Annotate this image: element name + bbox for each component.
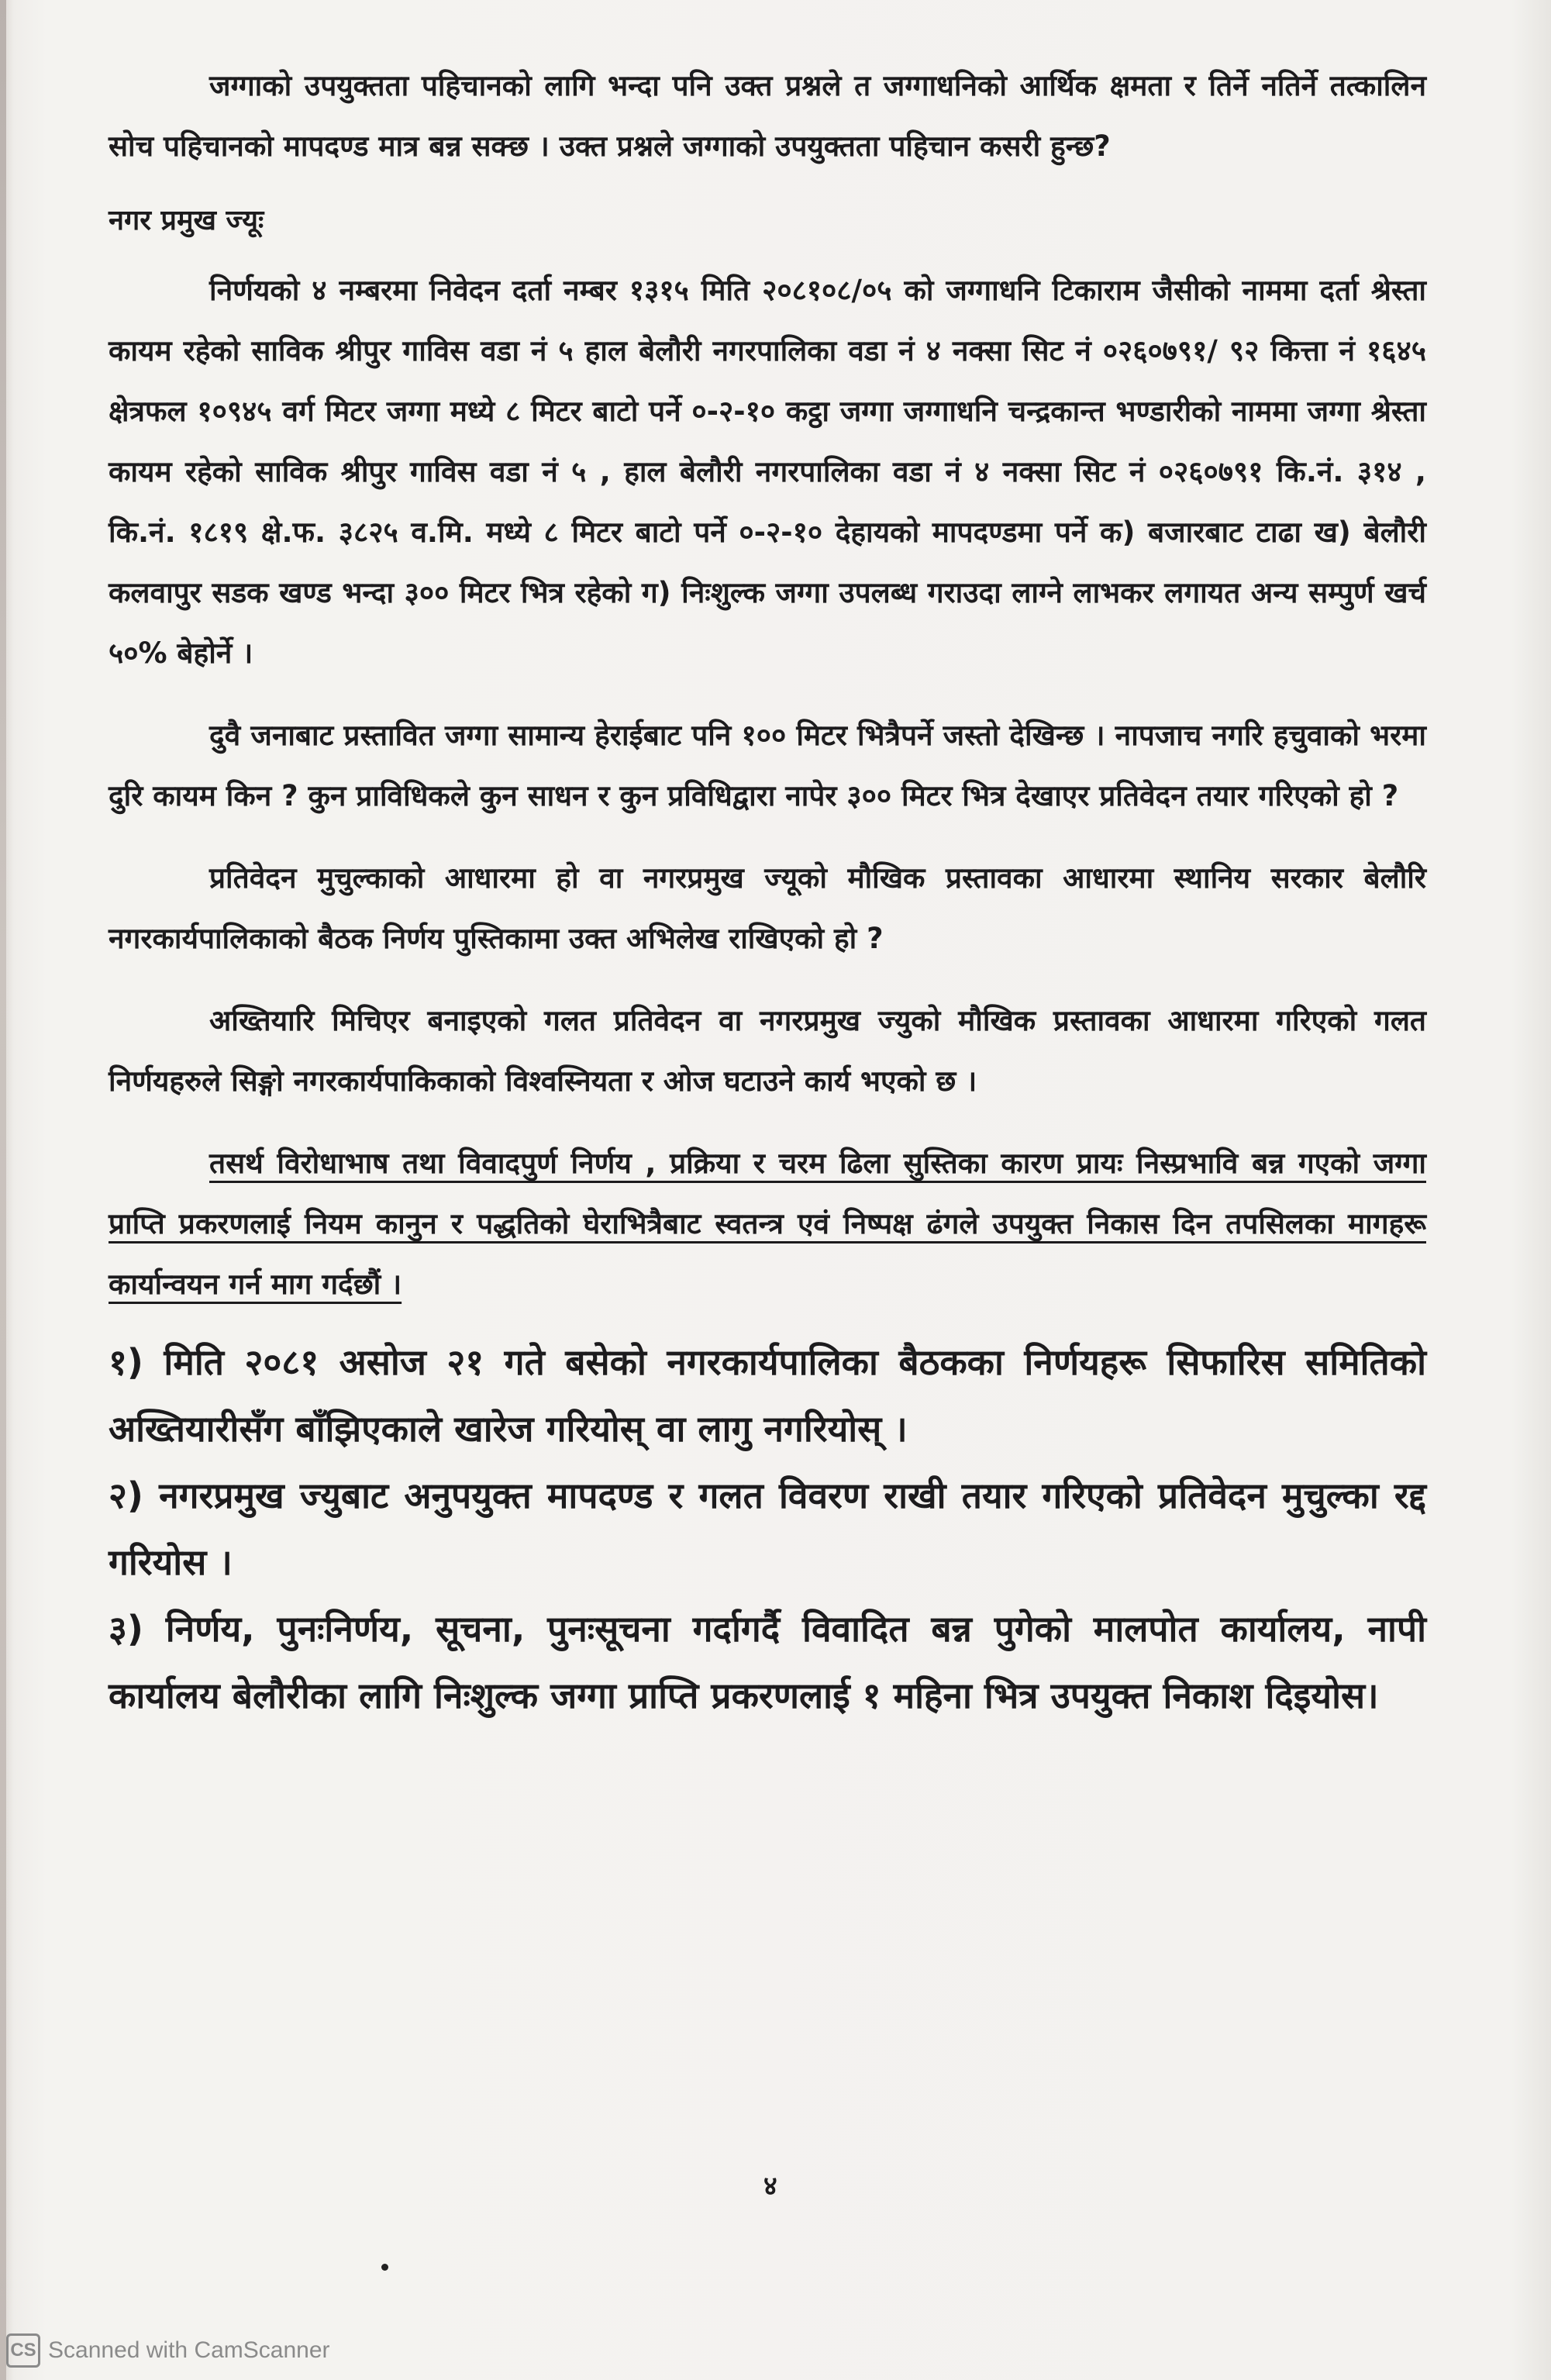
mayor-heading: नगर प्रमुख ज्यूः xyxy=(109,205,264,236)
paragraph-decision: निर्णयको ४ नम्बरमा निवेदन दर्ता नम्बर १३१५ मिति २०८१०८/०५ को जग्गाधनि टिकाराम जैसीको नाममा दर्ता श्रेस्ता कायम रहेको साविक श्रीपुर गाविस वडा नं ५ हाल बेलौरी नगरपालिका वडा नं ४ नक्सा सिट नं ०२६०७९१/ ९२ कित्ता नं १६४५ क्षेत्रफल १०९४५ वर्ग मिटर जग्गा मध्ये ८ मिटर बाटो पर्ने ०-२-१० कट्ठा जग्गा जग्गाधनि चन्द्रकान्त भण्डारीको नाममा जग्गा श्रेस्ता कायम रहेको साविक श्रीपुर गाविस वडा नं ५ , हाल बेलौरी नगरपालिका वडा नं ४ नक्सा सिट नं ०२६०७९१ कि.नं. ३१४ , कि.नं. १८१९ क्षे.फ. ३८२५ व.मि. मध्ये ८ मिटर बाटो पर्ने ०-२-१० देहायको मापदण्डमा पर्ने क) बजारबाट टाढा ख) बेलौरी कलवापुर सडक खण्ड भन्दा ३०० मिटर भित्र रहेको ग) निःशुल्क जग्गा उपलब्ध गराउदा लाग्ने लाभकर लगायत अन्य सम्पुर्ण खर्च ५०% बेहोर्ने । xyxy=(109,274,1426,670)
camscanner-watermark xyxy=(6,2332,330,2369)
demand-item: १) मिति २०८१ असोज २१ गते बसेको नगरकार्यपालिका बैठकका निर्णयहरू सिफारिस समितिको अख्तियारीसँग बाँझिएकाले खारेज गरियोस् वा लागु नगरियोस् । xyxy=(109,1341,1426,1450)
document-body xyxy=(109,56,1426,1729)
page-edge-shadow xyxy=(0,0,6,2380)
paragraph-report-basis: प्रतिवेदन मुचुल्काको आधारमा हो वा नगरप्रमुख ज्यूको मौखिक प्रस्तावका आधारमा स्थानिय सरकार बेलौरि नगरकार्यपालिकाको बैठक निर्णय पुस्तिकामा उक्त अभिलेख राखिएको हो ? xyxy=(109,861,1426,955)
camscanner-logo-icon: CS xyxy=(6,2333,40,2368)
demand-item: २) नगरप्रमुख ज्युबाट अनुपयुक्त मापदण्ड र गलत विवरण राखी तयार गरिएको प्रतिवेदन मुचुल्का रद्द गरियोस । xyxy=(109,1475,1426,1583)
paragraph-both-sides: दुवै जनाबाट प्रस्तावित जग्गा सामान्य हेराईबाट पनि १०० मिटर भित्रैपर्ने जस्तो देखिन्छ । नापजाच नगरि हचुवाको भरमा दुरि कायम किन ? कुन प्राविधिकले कुन साधन र कुन प्रविधिद्वारा नापेर ३०० मिटर भित्र देखाएर प्रतिवेदन तयार गरिएको हो ? xyxy=(109,719,1426,812)
paragraph-intro: जग्गाको उपयुक्तता पहिचानको लागि भन्दा पनि उक्त प्रश्नले त जग्गाधनिको आर्थिक क्षमता र तिर्ने नतिर्ने तत्कालिन सोच पहिचानको मापदण्ड मात्र बन्न सक्छ । उक्त प्रश्नले जग्गाको उपयुक्तता पहिचान कसरी हुन्छ? xyxy=(109,69,1426,163)
camscanner-label: Scanned with CamScanner xyxy=(48,2337,330,2363)
paragraph-authority: अख्तियारि मिचिएर बनाइएको गलत प्रतिवेदन वा नगरप्रमुख ज्युको मौखिक प्रस्तावका आधारमा गरिएको गलत निर्णयहरुले सिङ्गो नगरकार्यपाकिकाको विश्वस्नियता र ओज घटाउने कार्य भएको छ । xyxy=(109,1004,1426,1098)
demand-item: ३) निर्णय, पुनःनिर्णय, सूचना, पुनःसूचना गर्दागर्दै विवादित बन्न पुगेको मालपोत कार्यालय, नापी कार्यालय बेलौरीका लागि निःशुल्क जग्गा प्राप्ति प्रकरणलाई १ महिना भित्र उपयुक्त निकाश दिइयोस। xyxy=(109,1608,1426,1716)
ink-dot xyxy=(381,2264,388,2271)
paragraph-therefore: तसर्थ विरोधाभाष तथा विवादपुर्ण निर्णय , प्रक्रिया र चरम ढिला सुस्तिका कारण प्रायः निस्प्रभावि बन्न गएको जग्गा प्राप्ति प्रकरणलाई नियम कानुन र पद्धतिको घेराभित्रैबाट स्वतन्त्र एवं निष्पक्ष ढंगले उपयुक्त निकास दिन तपसिलका मागहरू कार्यान्वयन गर्न माग गर्दछौं । xyxy=(109,1147,1426,1301)
page-number: ४ xyxy=(763,2171,777,2202)
